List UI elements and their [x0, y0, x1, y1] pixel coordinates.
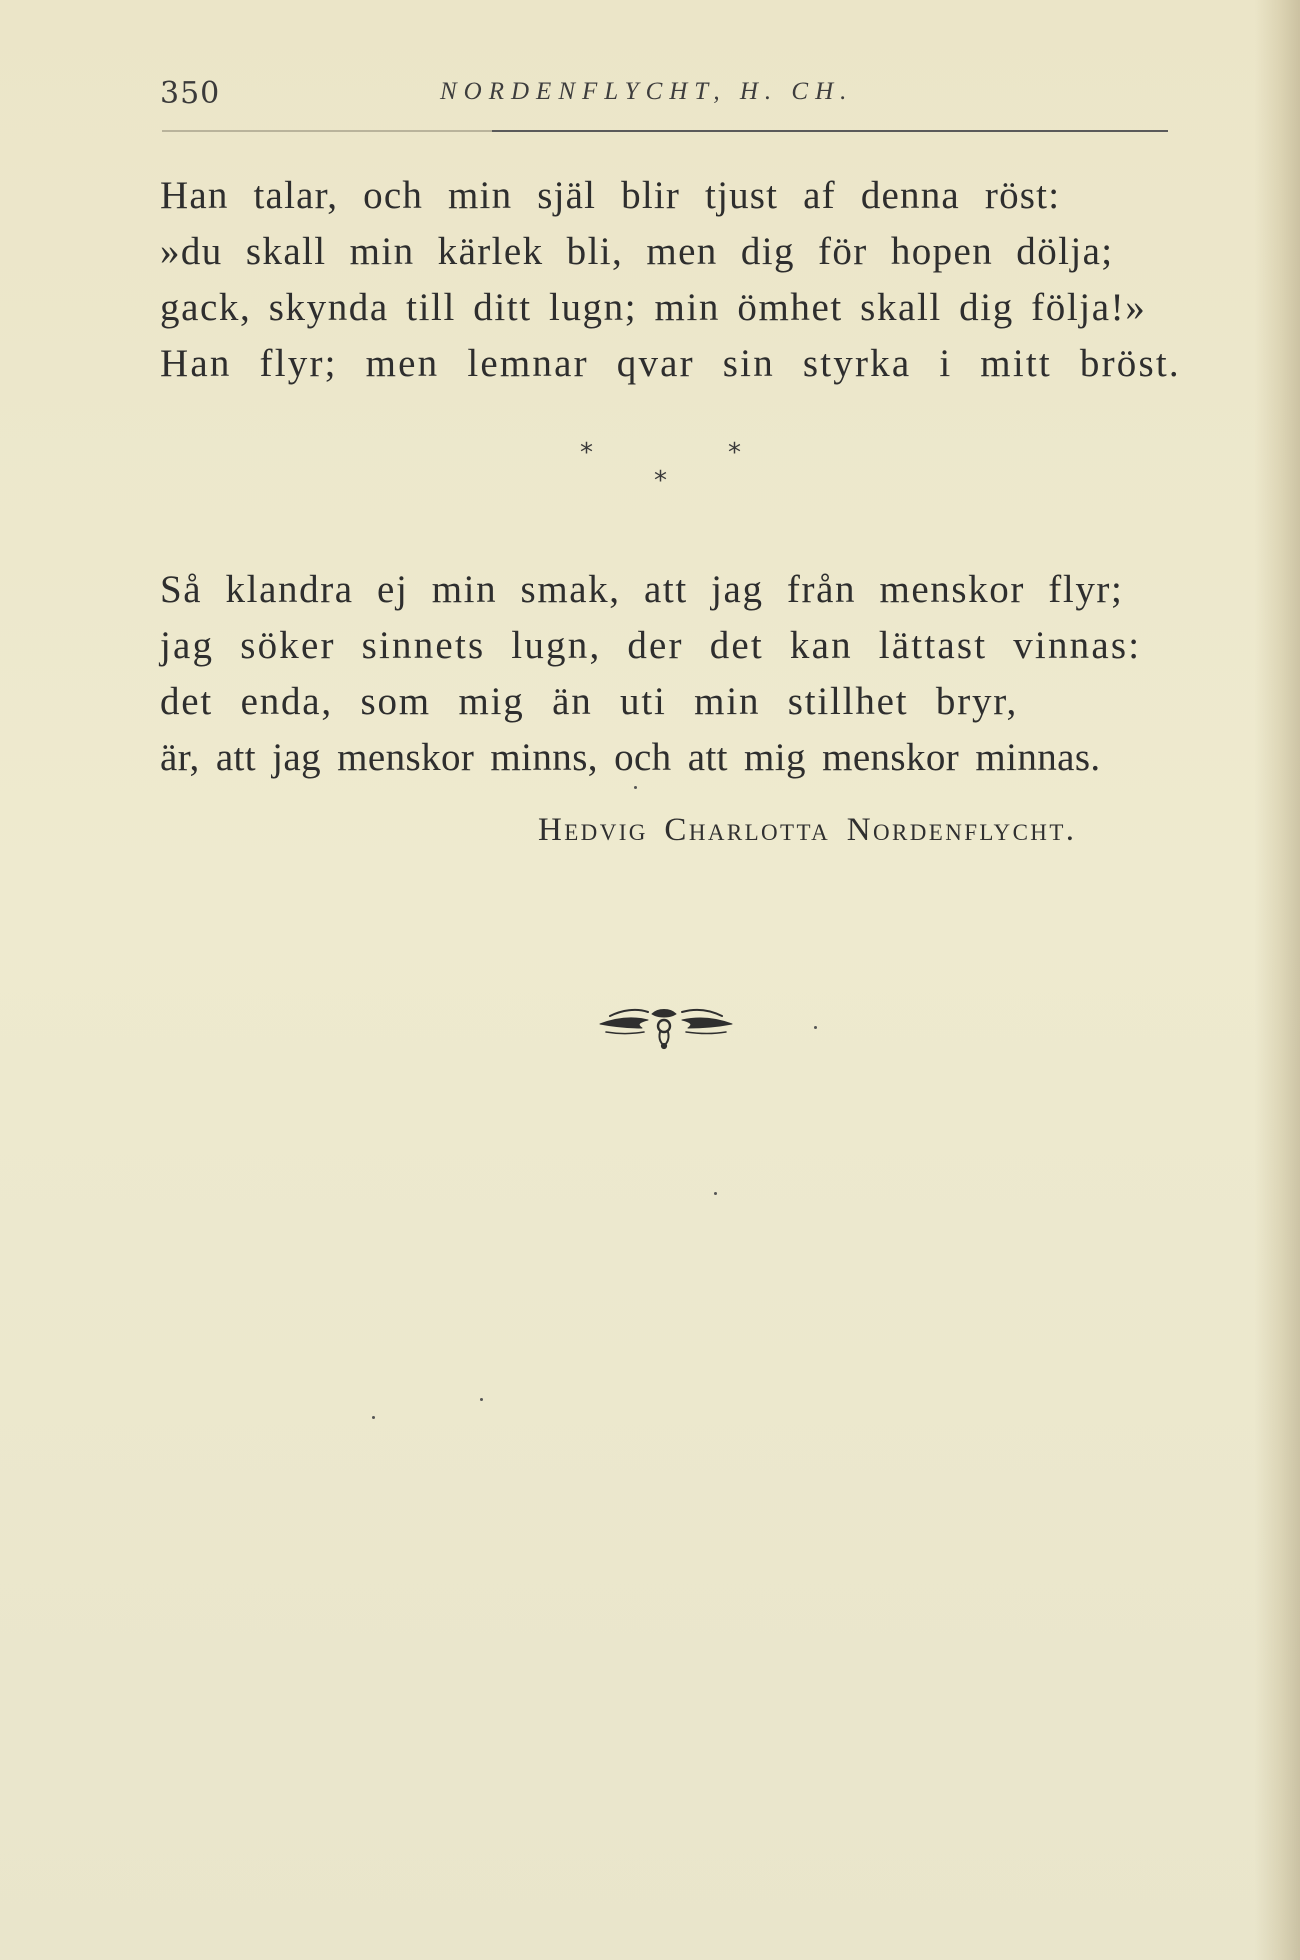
running-title: NORDENFLYCHT, H. CH.	[440, 78, 854, 105]
verse-line: gack, skynda till ditt lugn; min ömhet skall dig följa!»	[160, 286, 1147, 329]
stanza-1	[160, 168, 1181, 392]
verse-line: det enda, som mig än uti min stillhet bryr,	[160, 680, 1019, 723]
verse-line: »du skall min kärlek bli, men dig för hopen dölja;	[160, 230, 1114, 273]
verse-line: Han talar, och min själ blir tjust af denna röst:	[160, 174, 1061, 217]
verse-line: Han flyr; men lemnar qvar sin styrka i mitt bröst.	[160, 342, 1181, 385]
paper-speck	[814, 1026, 817, 1029]
paper-speck	[634, 786, 637, 789]
verse-line: Så klandra ej min smak, att jag från menskor flyr;	[160, 568, 1124, 611]
paper-speck	[372, 1416, 375, 1419]
asterisk-icon: *	[580, 438, 593, 468]
paper-speck	[480, 1398, 483, 1401]
stanza-2	[160, 562, 1141, 786]
asterisk-icon: *	[728, 438, 741, 468]
running-head	[160, 76, 1170, 116]
asterisk-icon: *	[654, 466, 667, 496]
paper-speck	[714, 1192, 717, 1195]
verse-line: jag söker sinnets lugn, der det kan lättast vinnas:	[160, 624, 1142, 667]
page-number: 350	[160, 76, 221, 111]
fleuron-ornament-icon	[596, 996, 736, 1052]
author-signature: Hedvig Charlotta Nordenflycht.	[538, 812, 1077, 848]
header-rule-faded-segment	[162, 130, 492, 132]
verse-line: är, att jag menskor minns, och att mig menskor minnas.	[160, 736, 1101, 779]
asterism-icon	[570, 438, 760, 498]
